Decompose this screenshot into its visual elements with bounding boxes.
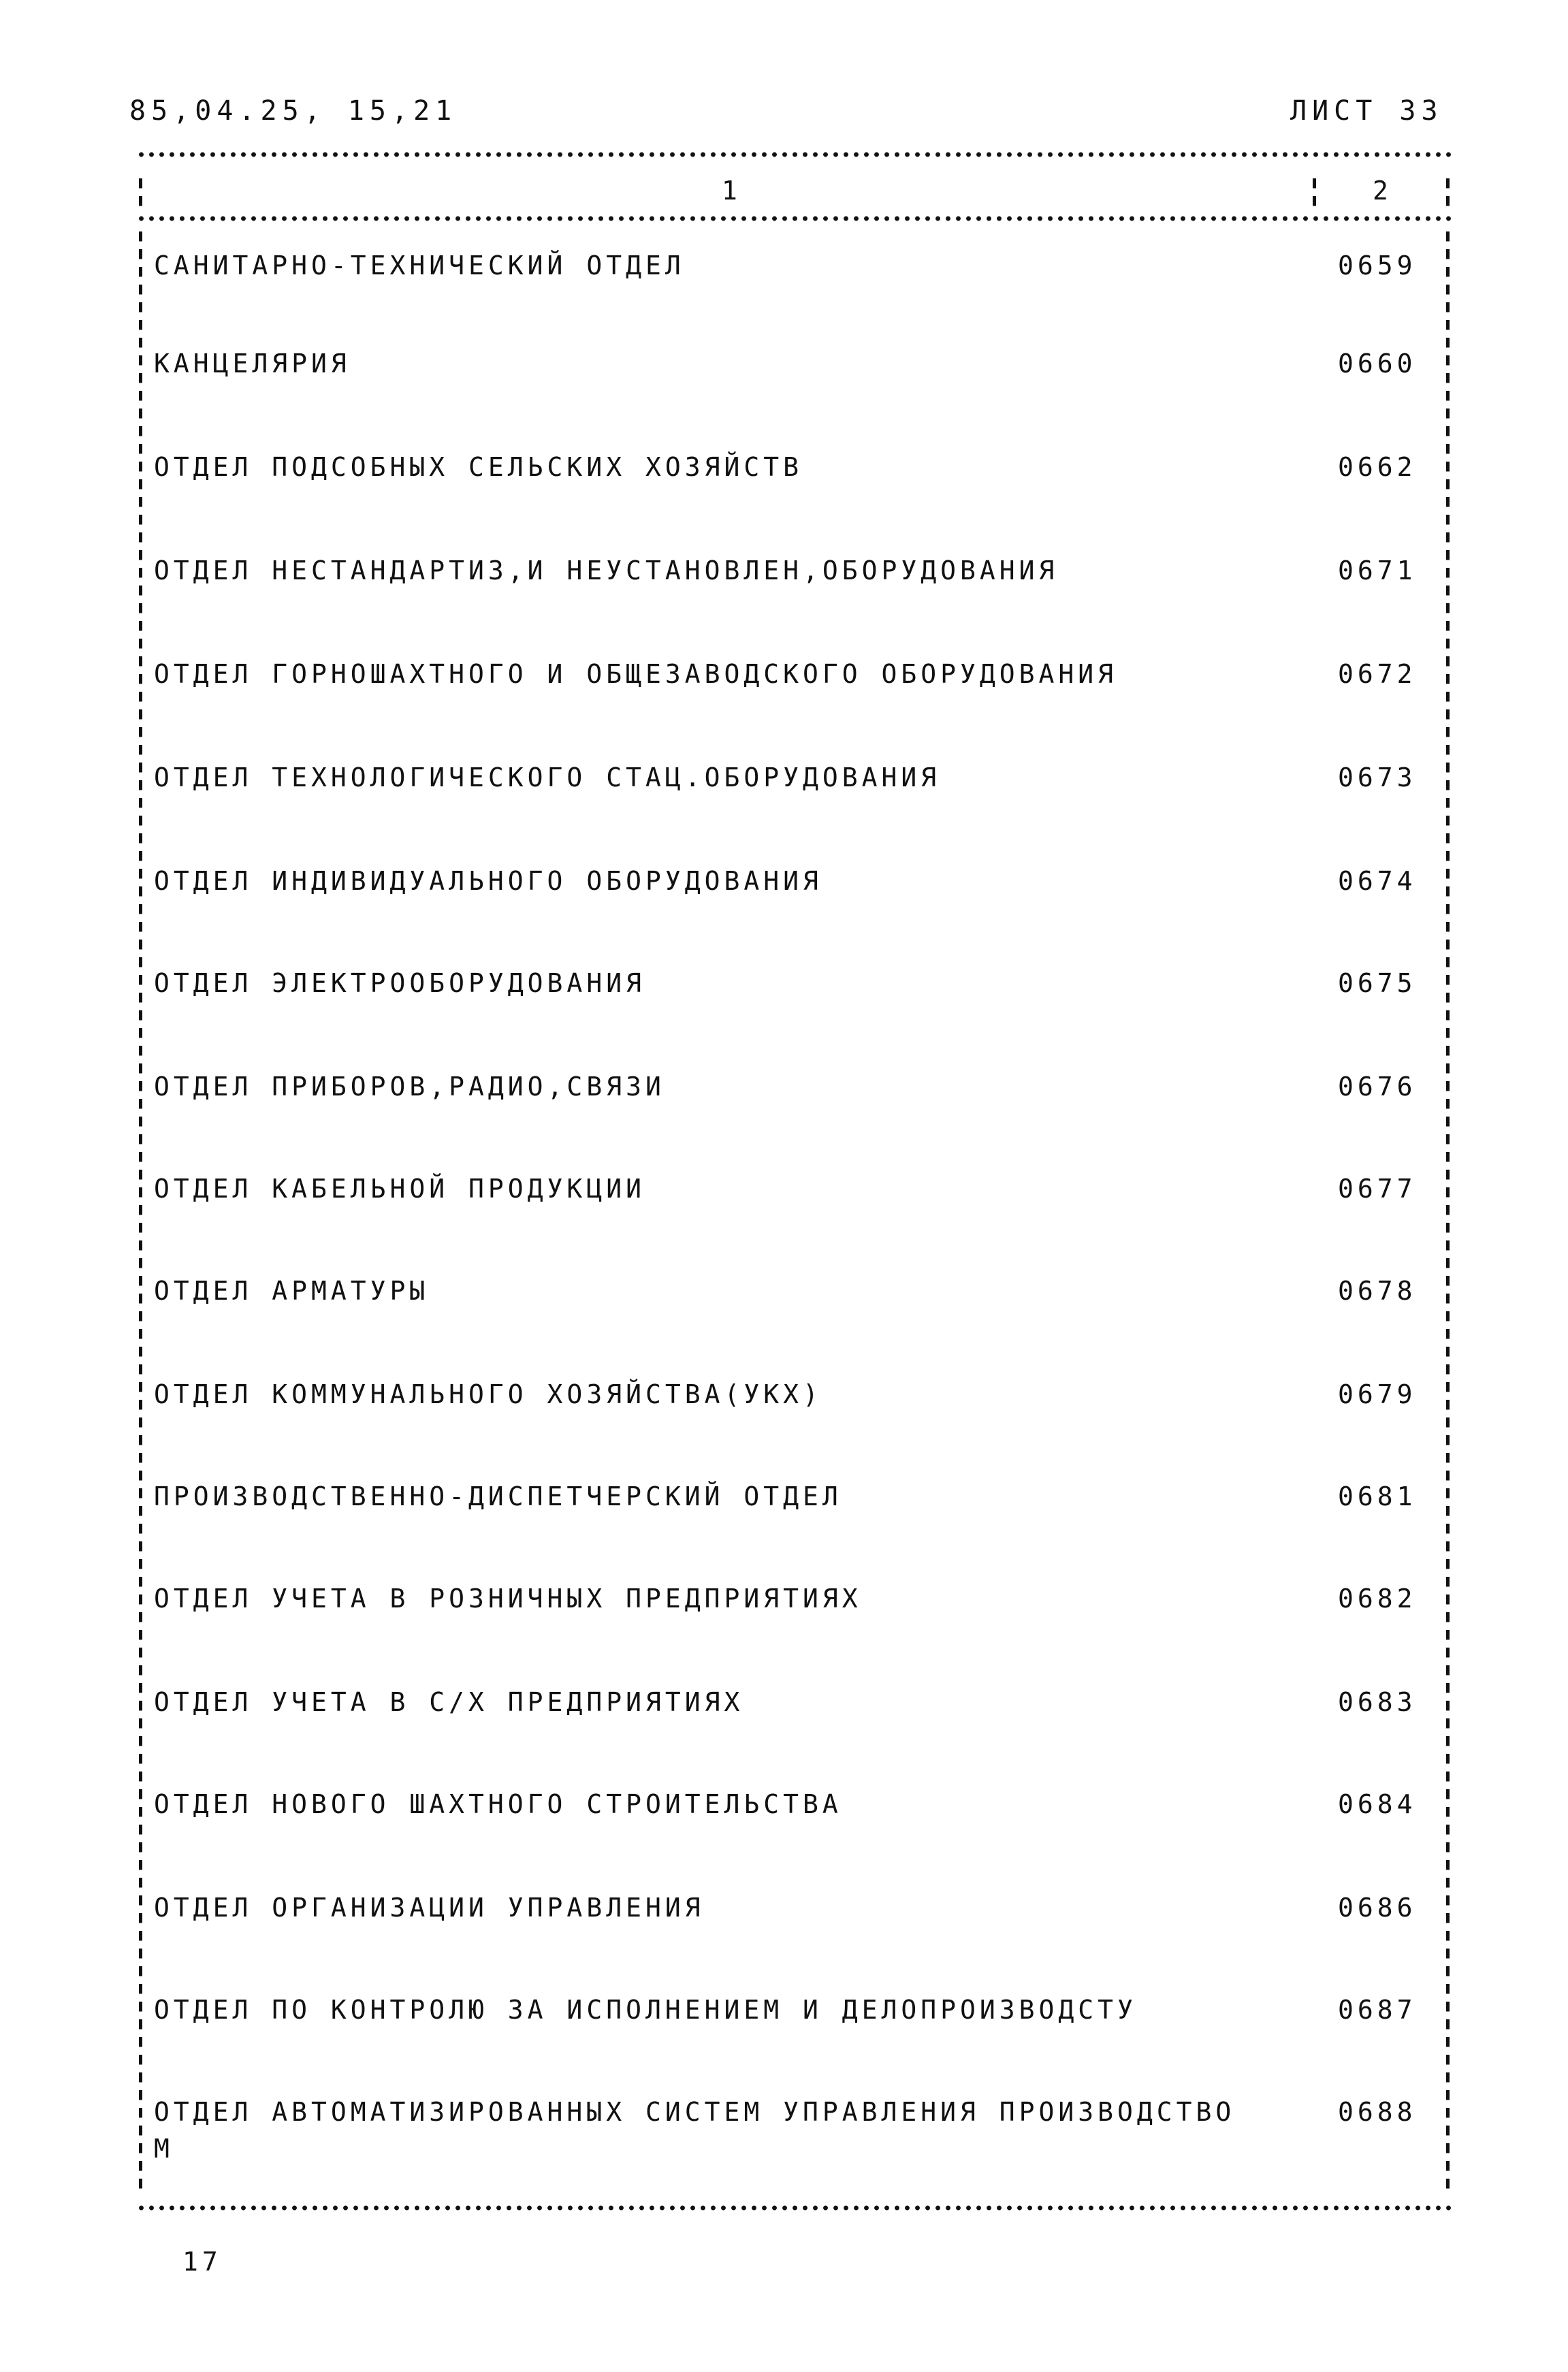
- department-name: ОТДЕЛ АВТОМАТИЗИРОВАННЫХ СИСТЕМ УПРАВЛЕНИЯ ПРОИЗВОДСТВО: [154, 2097, 1236, 2127]
- table-row: [0, 1584, 1568, 1624]
- department-code: 0672: [1338, 659, 1417, 689]
- department-code: 0677: [1338, 1174, 1417, 1204]
- department-name: ОТДЕЛ ЭЛЕКТРООБОРУДОВАНИЯ: [154, 968, 645, 998]
- table-row: [0, 1174, 1568, 1215]
- department-code: 0675: [1338, 968, 1417, 998]
- table-row: [0, 1789, 1568, 1830]
- table-row: [0, 556, 1568, 596]
- table-row: [0, 1276, 1568, 1317]
- department-code: 0660: [1338, 349, 1417, 379]
- table-row: [0, 659, 1568, 700]
- table-row: [0, 1481, 1568, 1522]
- department-name: ОТДЕЛ НОВОГО ШАХТНОГО СТРОИТЕЛЬСТВА: [154, 1789, 842, 1819]
- department-code: 0686: [1338, 1893, 1417, 1923]
- table-border-right: [1446, 178, 1450, 212]
- department-code: 0684: [1338, 1789, 1417, 1819]
- department-code: 0659: [1338, 251, 1417, 281]
- department-code: 0671: [1338, 556, 1417, 586]
- column-divider: [1313, 178, 1316, 212]
- table-row: [0, 866, 1568, 907]
- department-name: ПРОИЗВОДСТВЕННО-ДИСПЕТЧЕРСКИЙ ОТДЕЛ: [154, 1481, 842, 1511]
- column-header-1: 1: [722, 176, 737, 206]
- department-code: 0662: [1338, 452, 1417, 482]
- table-row: [0, 452, 1568, 493]
- department-code: 0674: [1338, 866, 1417, 896]
- date-code: 85,04.25, 15,21: [129, 95, 458, 127]
- department-name: ОТДЕЛ ИНДИВИДУАЛЬНОГО ОБОРУДОВАНИЯ: [154, 866, 822, 896]
- table-row: [0, 1995, 1568, 2036]
- department-name: ОТДЕЛ УЧЕТА В РОЗНИЧНЫХ ПРЕДПРИЯТИЯХ: [154, 1584, 862, 1614]
- department-name: ОТДЕЛ ПРИБОРОВ,РАДИО,СВЯЗИ: [154, 1072, 665, 1102]
- department-name: ОТДЕЛ ГОРНОШАХТНОГО И ОБЩЕЗАВОДСКОГО ОБОРУДОВАНИЯ: [154, 659, 1118, 689]
- department-code: 0681: [1338, 1481, 1417, 1511]
- department-name: САНИТАРНО-ТЕХНИЧЕСКИЙ ОТДЕЛ: [154, 251, 685, 281]
- column-header-2: 2: [1373, 176, 1388, 206]
- department-name-continuation: М: [154, 2134, 174, 2164]
- department-name: ОТДЕЛ НЕСТАНДАРТИЗ,И НЕУСТАНОВЛЕН,ОБОРУДОВАНИЯ: [154, 556, 1059, 586]
- star-rule-top: [136, 148, 1454, 161]
- table-border-left: [139, 178, 142, 212]
- department-name: ОТДЕЛ АРМАТУРЫ: [154, 1276, 430, 1306]
- table-row: [0, 2097, 1568, 2179]
- department-name: ОТДЕЛ ОРГАНИЗАЦИИ УПРАВЛЕНИЯ: [154, 1893, 705, 1923]
- department-name: ОТДЕЛ КОММУНАЛЬНОГО ХОЗЯЙСТВА(УКХ): [154, 1379, 822, 1409]
- department-name: ОТДЕЛ ПО КОНТРОЛЮ ЗА ИСПОЛНЕНИЕМ И ДЕЛОПРОИЗВОДСТУ: [154, 1995, 1137, 2025]
- table-row: [0, 1893, 1568, 1934]
- department-name: ОТДЕЛ ТЕХНОЛОГИЧЕСКОГО СТАЦ.ОБОРУДОВАНИЯ: [154, 763, 941, 792]
- department-code: 0683: [1338, 1687, 1417, 1717]
- department-code: 0673: [1338, 763, 1417, 792]
- table-row: [0, 763, 1568, 803]
- department-code: 0678: [1338, 1276, 1417, 1306]
- table-row: [0, 251, 1568, 291]
- department-name: ОТДЕЛ КАБЕЛЬНОЙ ПРОДУКЦИИ: [154, 1174, 645, 1204]
- table-row: [0, 1687, 1568, 1728]
- department-code: 0688: [1338, 2097, 1417, 2127]
- department-name: КАНЦЕЛЯРИЯ: [154, 349, 351, 379]
- table-row: [0, 1072, 1568, 1112]
- table-row: [0, 968, 1568, 1009]
- table-row: [0, 349, 1568, 389]
- department-code: 0682: [1338, 1584, 1417, 1614]
- department-name: ОТДЕЛ УЧЕТА В С/Х ПРЕДПРИЯТИЯХ: [154, 1687, 744, 1717]
- star-rule-header: [136, 212, 1454, 225]
- star-rule-bottom: [136, 2202, 1454, 2214]
- department-code: 0676: [1338, 1072, 1417, 1102]
- page-number: 17: [182, 2247, 222, 2277]
- department-code: 0687: [1338, 1995, 1417, 2025]
- sheet-label: ЛИСТ 33: [1290, 95, 1443, 127]
- table-row: [0, 1379, 1568, 1420]
- department-name: ОТДЕЛ ПОДСОБНЫХ СЕЛЬСКИХ ХОЗЯЙСТВ: [154, 452, 803, 482]
- department-code: 0679: [1338, 1379, 1417, 1409]
